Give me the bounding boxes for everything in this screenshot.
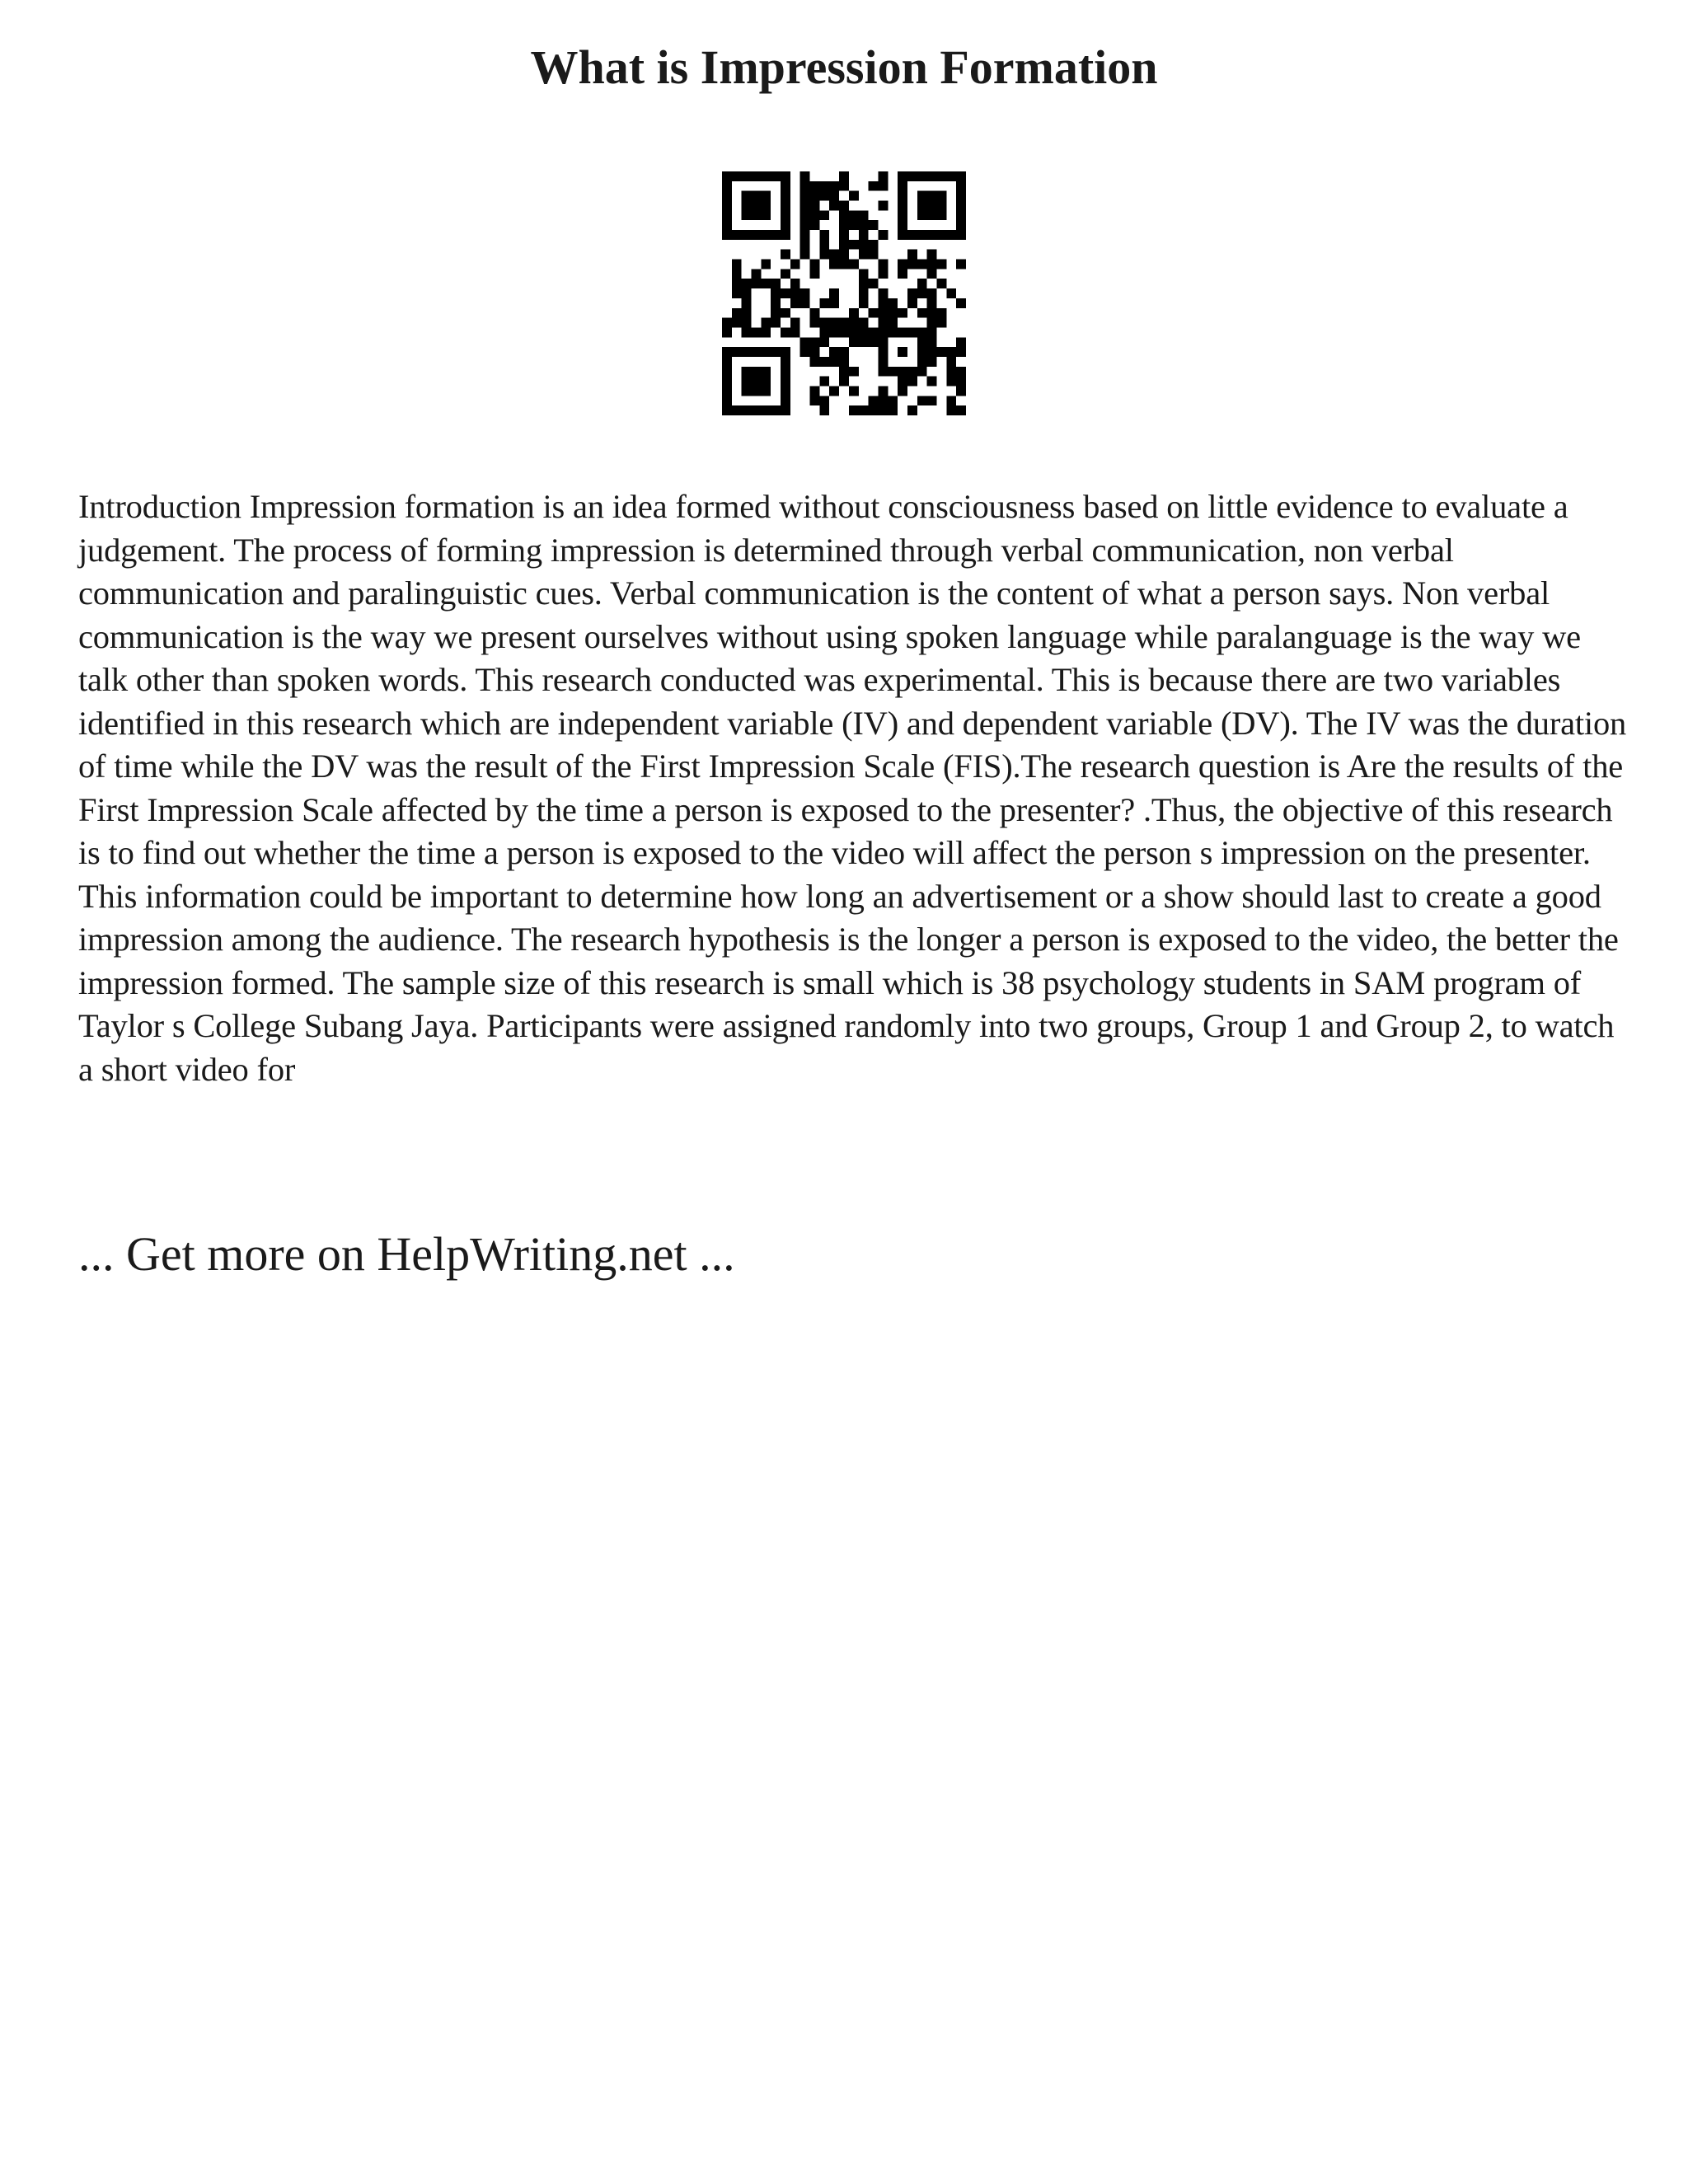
get-more-link[interactable]: ... Get more on HelpWriting.net ... — [78, 1227, 735, 1281]
qr-code-icon — [722, 171, 966, 415]
page-title: What is Impression Formation — [530, 40, 1158, 94]
body-paragraph: Introduction Impression formation is an idea formed without consciousness based on little evidence to evaluate a judgement. The process of forming impression is determined through verbal communication, non verbal communication and paralinguistic cues. Verbal communication is the content of what a person says. Non verbal communication is the way we present ourselves without using spoken language while paralanguage is the way we talk other than spoken words. This research conducted was experimental. This is because there are two variables identified in this research which are independent variable (IV) and dependent variable (DV). The IV was the duration of time while the DV was the result of the First Impression Scale (FIS).The research question is Are the results of the First Impression Scale affected by the time a person is exposed to the presenter? .Thus, the objective of this research is to find out whether the time a person is exposed to the video will affect the person s impression on the presenter. This information could be important to determine how long an advertisement or a show should last to create a good impression among the audience. The research hypothesis is the longer a person is exposed to the video, the better the impression formed. The sample size of this research is small which is 38 psychology students in SAM program of Taylor s College Subang Jaya. Participants were assigned randomly into two groups, Group 1 and Group 2, to watch a short video for — [78, 488, 1627, 1088]
